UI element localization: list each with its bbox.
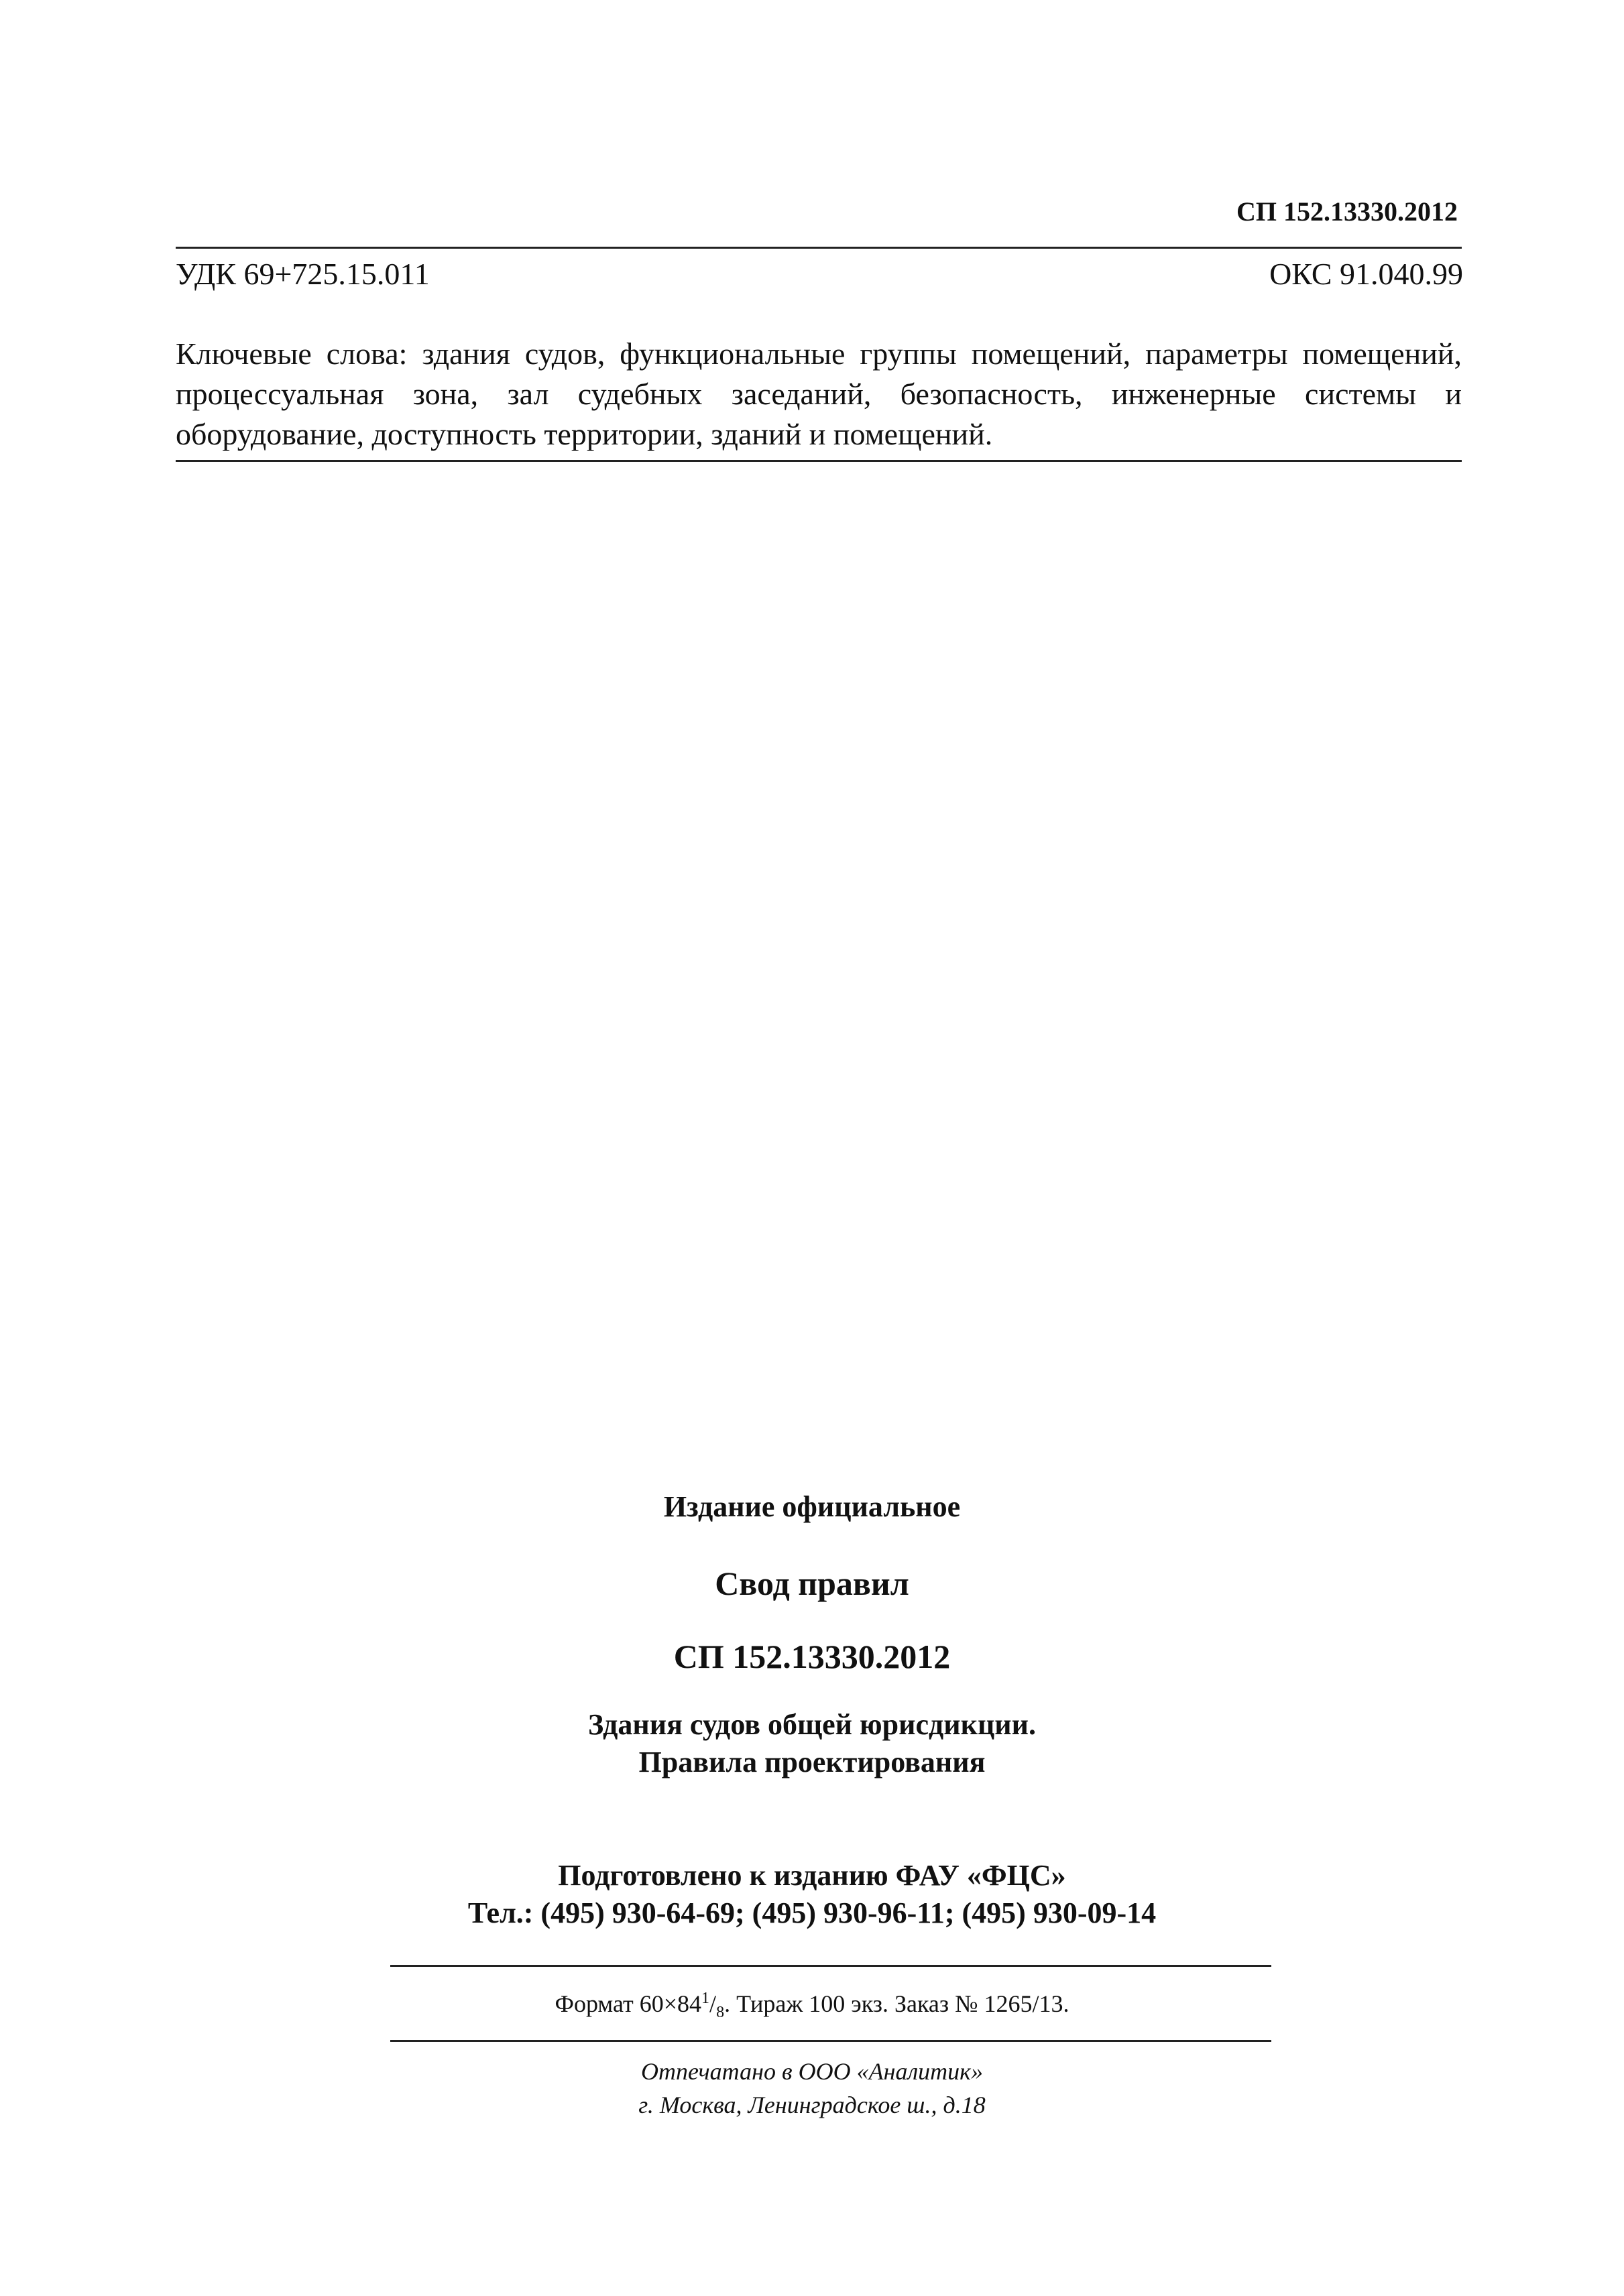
keywords-divider — [176, 460, 1462, 462]
format-fraction-numerator: 1 — [701, 1990, 710, 2007]
prepared-by: Подготовлено к изданию ФАУ «ФЦС» — [558, 1859, 1066, 1892]
standard-code-header: СП 152.13330.2012 — [1236, 196, 1458, 227]
format-divider-top — [390, 1965, 1271, 1967]
phone-numbers: Тел.: (495) 930-64-69; (495) 930-96-11; (495) 930-09-14 — [467, 1896, 1157, 1929]
publisher-info — [0, 1857, 1624, 1932]
format-divider-bottom — [390, 2040, 1271, 2042]
official-edition-label: Издание официальное — [663, 1490, 961, 1523]
code-of-rules-label: Свод правил — [715, 1565, 909, 1602]
printer-address: г. Москва, Ленинградское ш., д.18 — [638, 2092, 986, 2118]
standard-code: СП 152.13330.2012 — [673, 1638, 951, 1675]
header-divider — [176, 247, 1462, 249]
format-prefix: Формат 60×84 — [555, 1990, 702, 2017]
document-title-line-1: Здания судов общей юрисдикции. — [587, 1708, 1036, 1741]
printer-info — [0, 2055, 1624, 2122]
format-fraction-separator: / — [709, 1990, 717, 2017]
udk-code: УДК 69+725.15.011 — [176, 257, 430, 291]
printer-name: Отпечатано в ООО «Аналитик» — [641, 2058, 983, 2085]
oks-code: ОКС 91.040.99 — [1269, 257, 1463, 291]
document-title — [0, 1706, 1624, 1781]
format-suffix: . Тираж 100 экз. Заказ № 1265/13. — [724, 1990, 1069, 2017]
keywords-paragraph: Ключевые слова: здания судов, функциональные группы помещений, параметры помещений, процессуальная зона, зал судебных заседаний, безопасность, инженерные системы и оборудование, доступность территории, зданий и помещений. — [176, 337, 1462, 451]
document-title-line-2: Правила проектирования — [638, 1746, 986, 1778]
format-fraction-denominator: 8 — [716, 2004, 725, 2022]
print-format-line — [0, 1990, 1624, 2022]
